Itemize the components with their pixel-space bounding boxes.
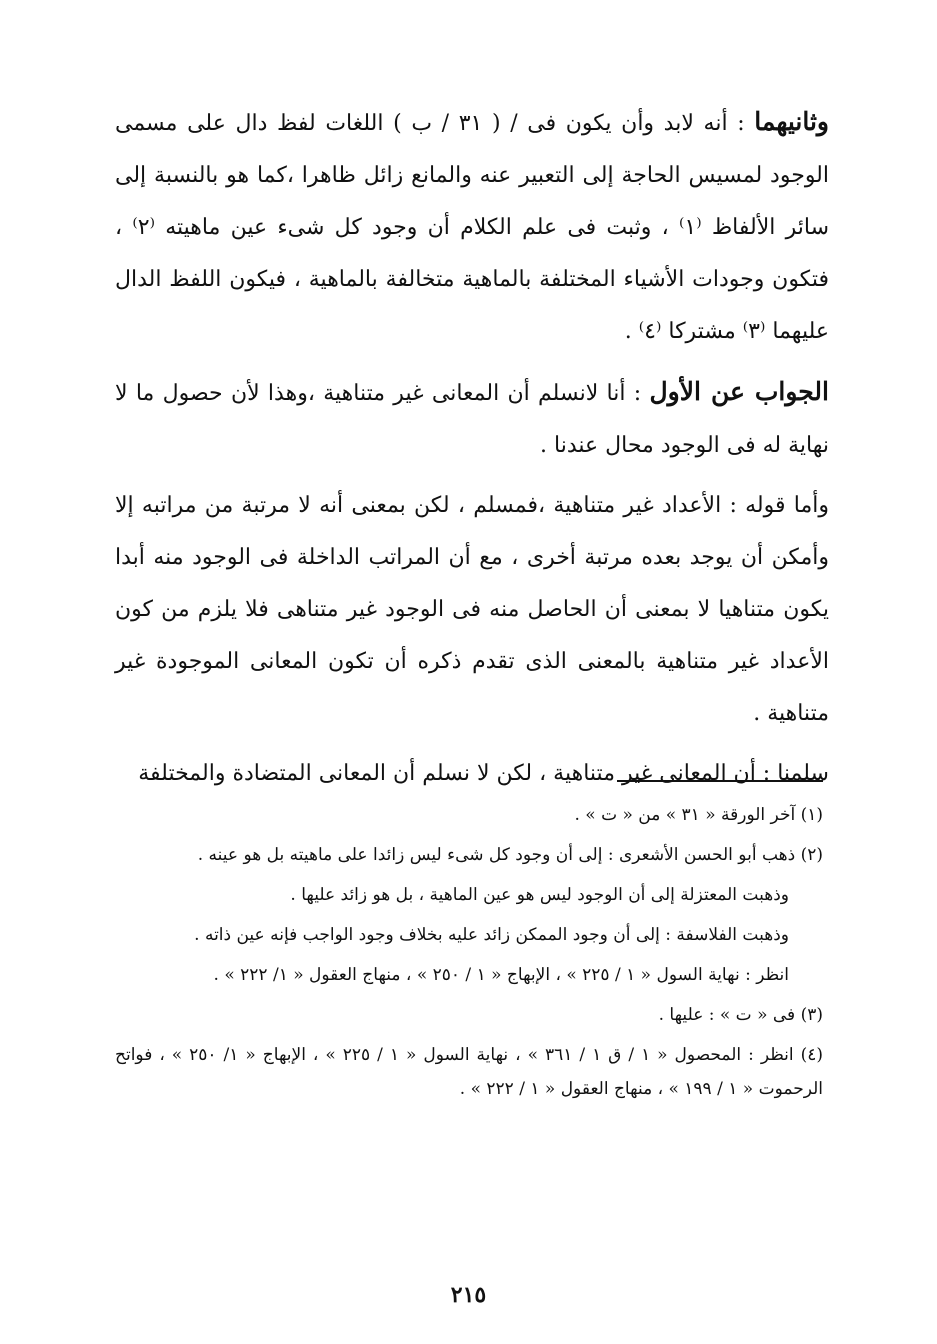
paragraph-concession: سلمنا : أن المعانى غير متناهية ، لكن لا نسلم أن المعانى المتضادة والمختلفة bbox=[138, 761, 829, 786]
footnote-2-philosophers: وذهبت الفلاسفة : إلى أن وجود الممكن زائد عليه بخلاف وجود الواجب فإنه عين ذاته . bbox=[194, 925, 789, 945]
footnote-2-references: انظر : نهاية السول « ١ / ٢٢٥ » ، الإبهاج « ١ / ٢٥٠ » ، منهاج العقول « ١/ ٢٢٢ » . bbox=[213, 965, 789, 985]
paragraph-lead-word: وثانيهما bbox=[754, 107, 829, 136]
paragraph-heading: الجواب عن الأول bbox=[649, 377, 829, 406]
footnote-2-mutazila: وذهبت المعتزلة إلى أن الوجود ليس هو عين الماهية ، بل هو زائد عليها . bbox=[290, 885, 789, 905]
footnote-divider bbox=[617, 780, 823, 782]
paragraph-body: : أنه لابد وأن يكون فى / ( ٣١ / ب ) اللغات لفظ دال على مسمى الوجود لمسيس الحاجة إلى التعبير عنه والمانع زائل ظاهرا ،كما هو بالنسبة إلى سائر الألفاظ ⁽١⁾ ، وثبت فى علم الكلام أن وجود كل شىء عين ماهيته ⁽٢⁾ ، فتكون وجودات الأشياء المختلفة بالماهية متخالفة بالماهية ، فيكون اللفظ الدال عليهما ⁽٣⁾ مشتركا ⁽٤⁾ . bbox=[115, 111, 829, 344]
paragraph-second-argument bbox=[115, 96, 829, 358]
footnote-4: (٤) انظر : المحصول « ١ / ق ١ / ٣٦١ » ، نهاية السول « ١ / ٢٢٥ » ، الإبهاج « ١/ ٢٥٠ » ، فواتح الرحموت « ١ / ١٩٩ » ، منهاج العقول « ١ / ٢٢٢ » . bbox=[115, 1045, 823, 1099]
footnote-2: (٢) ذهب أبو الحسن الأشعرى : إلى أن وجود كل شىء ليس زائدا على ماهيته بل هو عينه . bbox=[197, 845, 823, 865]
paragraph-answer-first bbox=[115, 366, 829, 472]
page-number: ٢١٥ bbox=[450, 1282, 487, 1308]
footnote-1: (١) آخر الورقة « ٣١ » من « ت » . bbox=[574, 805, 823, 825]
footnote-3: (٣) فى « ت » : عليها . bbox=[658, 1005, 823, 1025]
paragraph-numbers: وأما قوله : الأعداد غير متناهية ،فمسلم ، لكن بمعنى أنه لا مرتبة من مراتبه إلا وأمكن أن يوجد بعده مرتبة أخرى ، مع أن المراتب الداخلة فى الوجود منه أبدا يكون متناهيا لا بمعنى أن الحاصل منه فى الوجود غير متناهى فلا يلزم من كون الأعداد غير متناهية بالمعنى الذى تقدم ذكره أن تكون المعانى الموجودة غير متناهية . bbox=[115, 493, 829, 726]
main-text bbox=[115, 96, 829, 800]
paragraph-body: : أنا لانسلم أن المعانى غير متناهية ،وهذا لأن حصول ما لا نهاية له فى الوجود محال عندنا . bbox=[115, 381, 829, 458]
footnotes bbox=[115, 798, 823, 1112]
